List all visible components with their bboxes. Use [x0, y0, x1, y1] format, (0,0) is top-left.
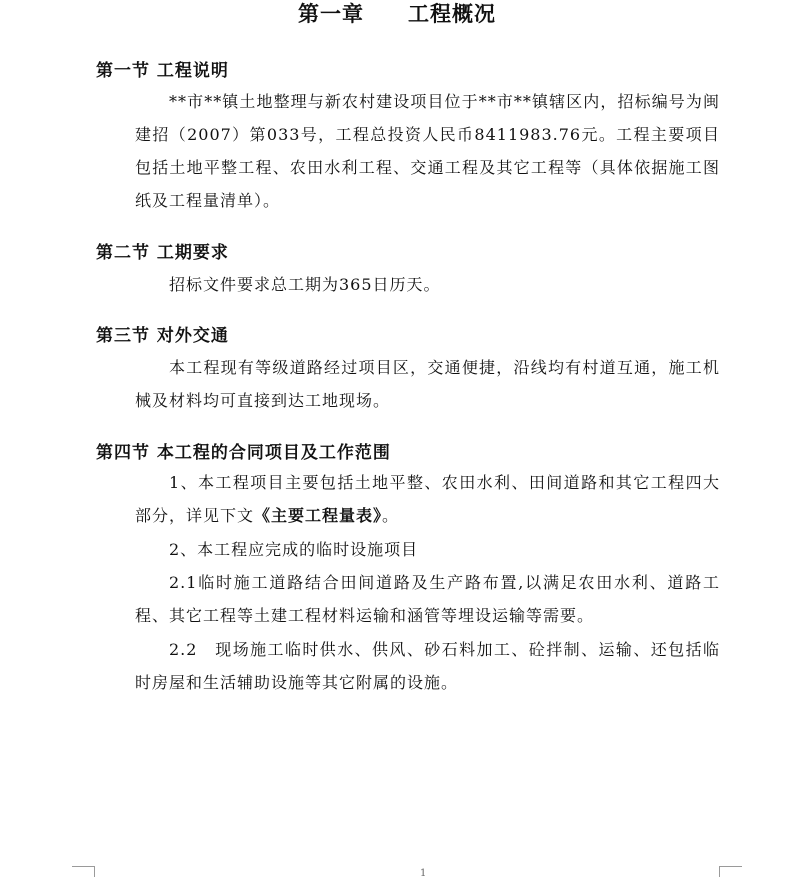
- section-4-item-2-2: 2.2 现场施工临时供水、供风、砂石料加工、砼拌制、运输、还包括临时房屋和生活辅助设施等其它附属的设施。: [135, 640, 720, 692]
- section-4-heading: 第四节 本工程的合同项目及工作范围: [96, 443, 391, 463]
- crop-mark-left: [72, 866, 95, 877]
- item-1-reference: 《主要工程量表》: [254, 506, 383, 525]
- section-4-item-2-1: 2.1临时施工道路结合田间道路及生产路布置,以满足农田水利、道路工程、其它工程等土建工程材料运输和涵管等埋设运输等需要。: [135, 573, 720, 625]
- item-1-end: 。: [382, 506, 400, 525]
- section-3-heading: 第三节 对外交通: [96, 326, 229, 346]
- crop-mark-right: [719, 866, 742, 877]
- chapter-title: 第一章 工程概况: [298, 1, 496, 26]
- item-1-text: 1、本工程项目主要包括土地平整、农田水利、田间道路和其它工程四大部分，详见下文: [135, 473, 720, 525]
- page-number: 1: [420, 868, 427, 879]
- section-2-heading: 第二节 工期要求: [96, 243, 229, 263]
- section-1-heading: 第一节 工程说明: [96, 61, 229, 81]
- section-4-item-1: [135, 466, 720, 532]
- section-1-paragraph: **市**镇土地整理与新农村建设项目位于**市**镇辖区内，招标编号为闽建招（2007）第033号，工程总投资人民币8411983.76元。工程主要项目包括土地平整工程、农田水利工程、交通工程及其它工程等（具体依据施工图纸及工程量清单）。: [135, 92, 720, 210]
- section-2-paragraph: 招标文件要求总工期为365日历天。: [169, 275, 441, 294]
- section-3-paragraph: 本工程现有等级道路经过项目区，交通便捷，沿线均有村道互通，施工机械及材料均可直接到达工地现场。: [135, 358, 720, 410]
- section-4-item-2: 2、本工程应完成的临时设施项目: [169, 540, 419, 559]
